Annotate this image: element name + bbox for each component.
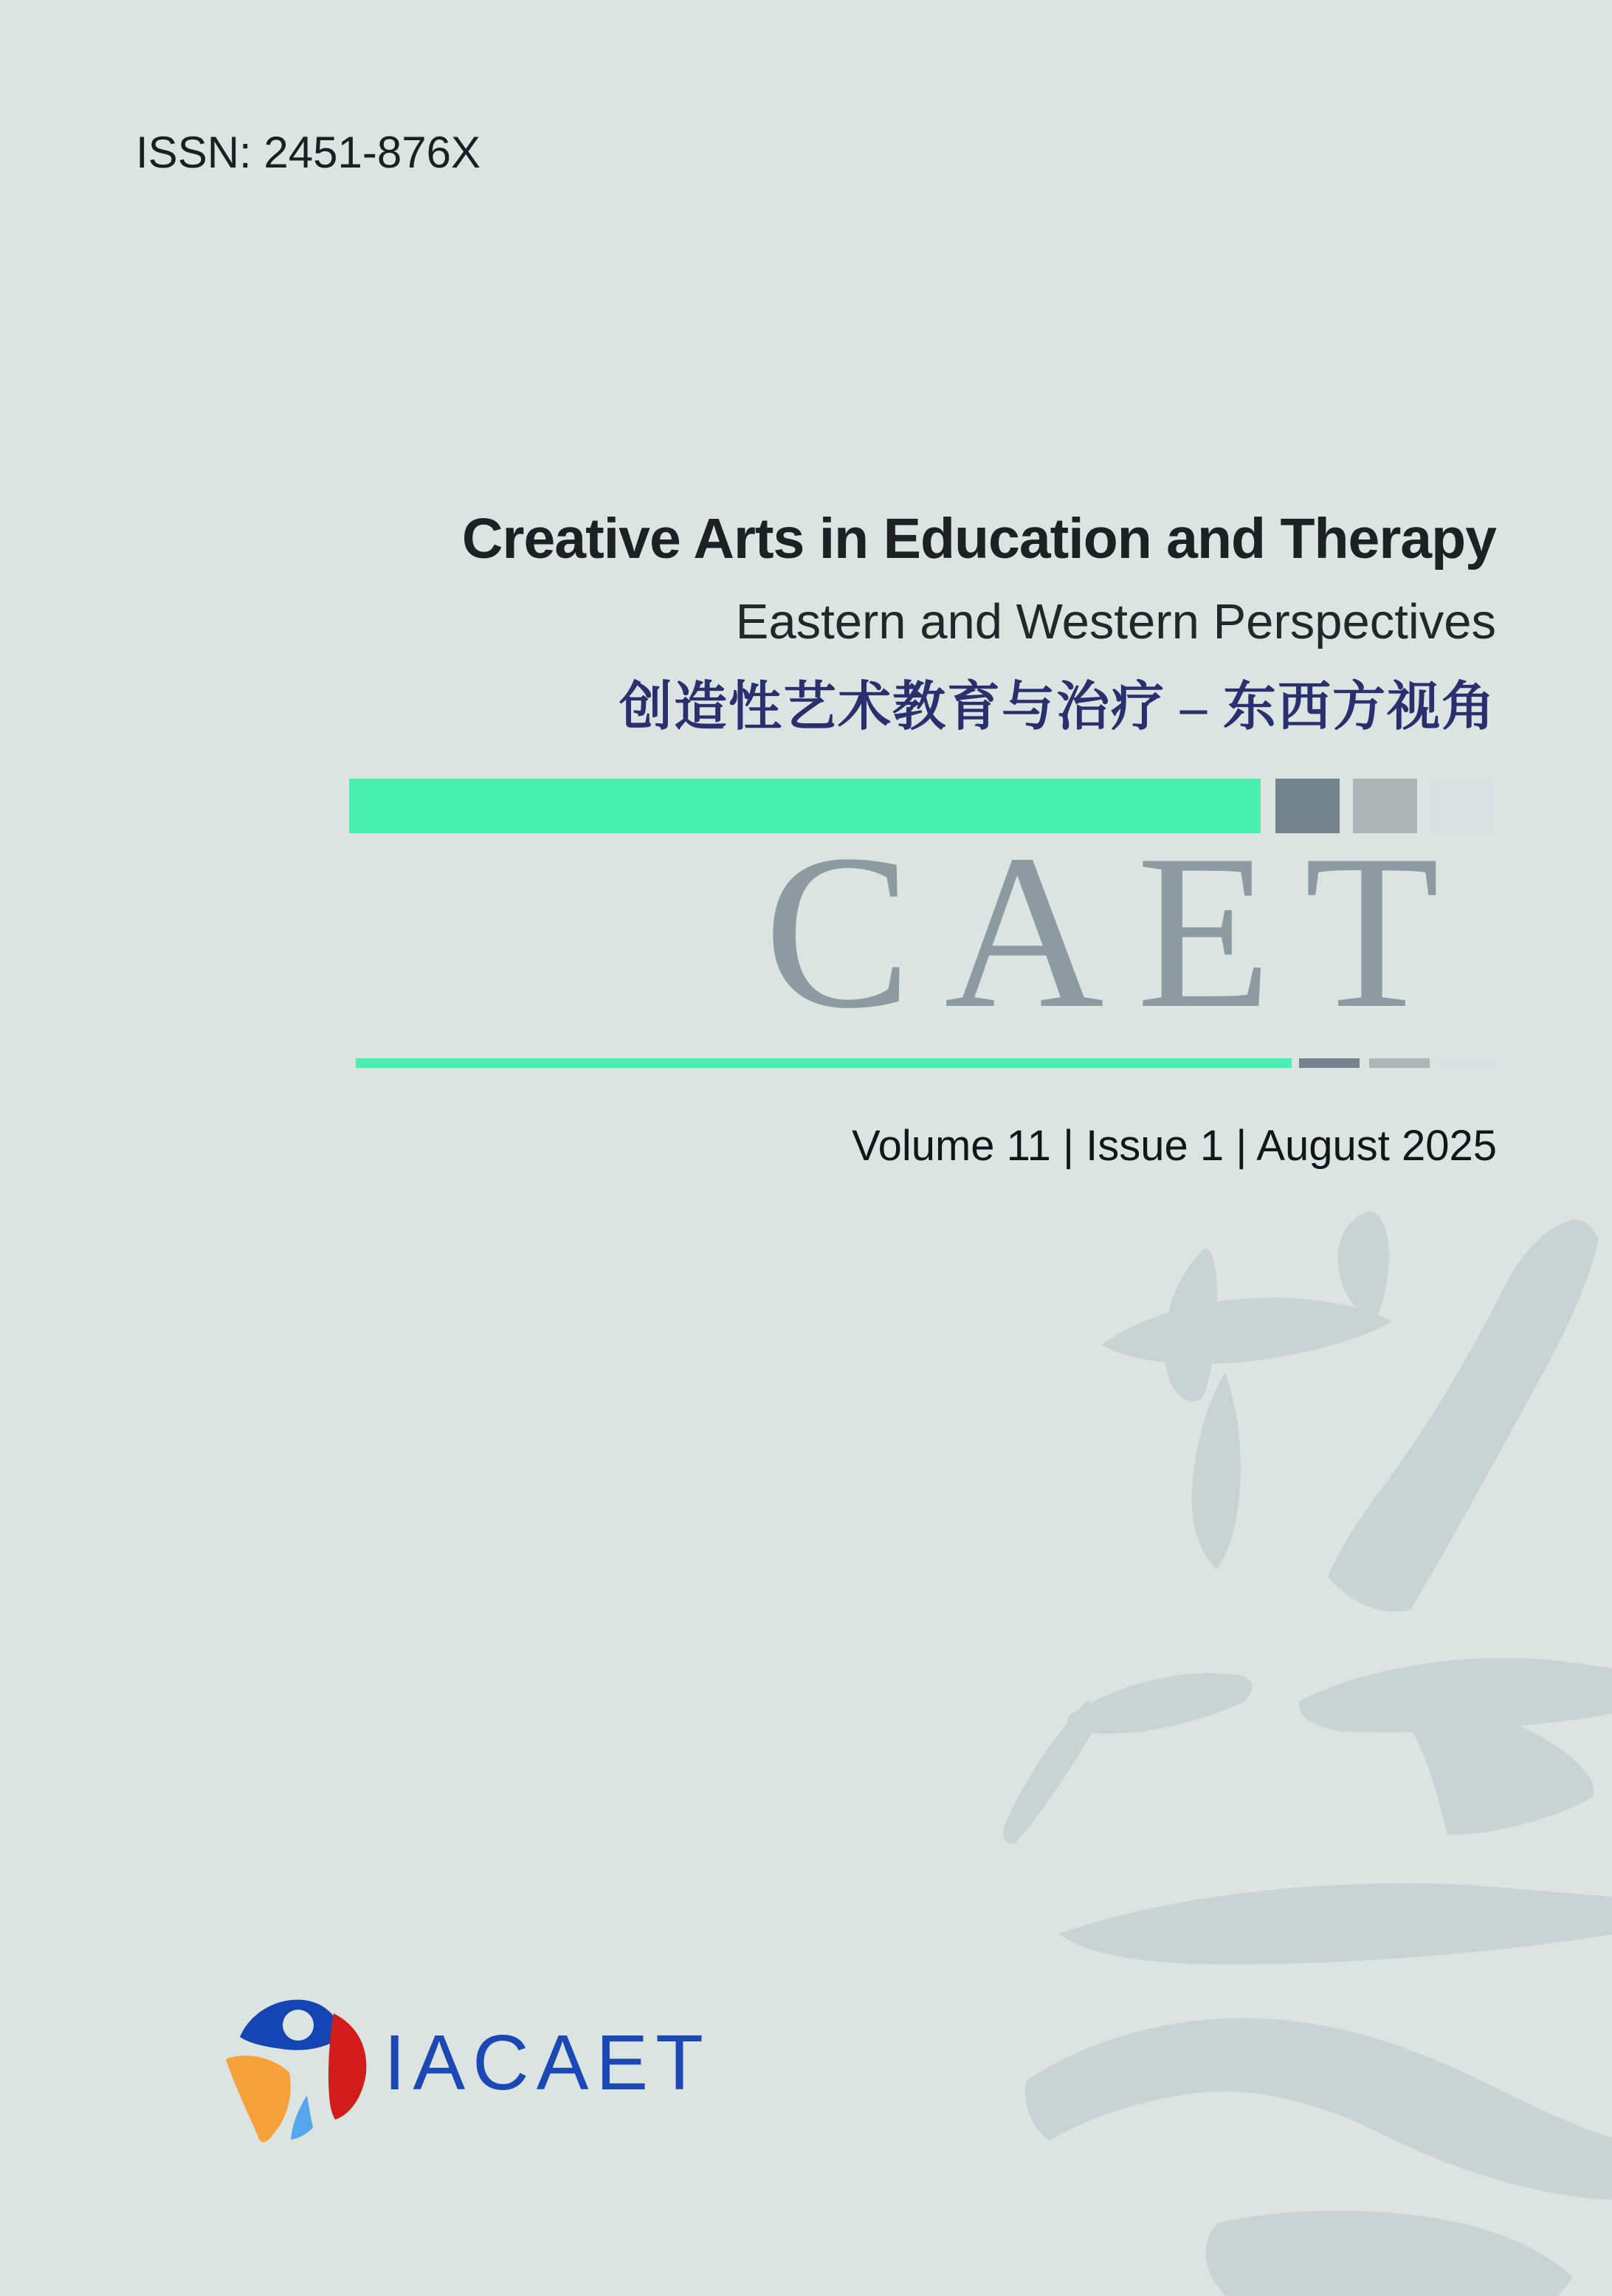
journal-subtitle: Eastern and Western Perspectives (735, 594, 1496, 649)
accent-rule (356, 1058, 1292, 1068)
volume-issue-date: Volume 11 | Issue 1 | August 2025 (852, 1122, 1497, 1170)
iacaet-logo-icon (221, 1993, 369, 2151)
rule-segment-dark (1299, 1058, 1360, 1068)
journal-acronym: CAET (764, 809, 1472, 1054)
rule-segment-light (1439, 1058, 1498, 1068)
journal-title: Creative Arts in Education and Therapy (461, 507, 1496, 570)
publisher-name: IACAET (384, 2019, 711, 2106)
issn-number: ISSN: 2451-876X (136, 128, 480, 177)
masthead (221, 507, 1496, 737)
journal-subtitle-chinese: 创造性艺术教育与治疗 – 东西方视角 (619, 678, 1496, 737)
watermark-calligraphy-icon (908, 1151, 1612, 2296)
rule-segment-medium (1369, 1058, 1430, 1068)
